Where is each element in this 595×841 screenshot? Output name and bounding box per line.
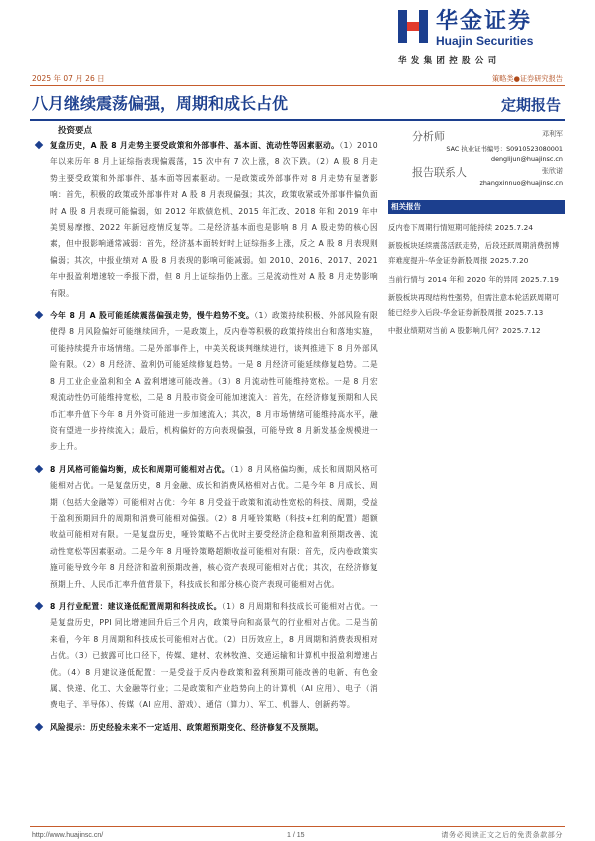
paragraph-body: （1）8 月风格偏均衡，成长和周期风格可能相对占优。一是复盘历史，8 月金融、成长和消费风格相对占优。二是今年 8 月成长、周期（包括大金融等）可能相对占优：今年 8 月受益于政策和流动性宽松的科技、周期，受益于盈利预期回升的周期和消费可能相对偏强。（2）8 月哑铃策略（科技+红利的配置）超额收益可能相对有限。一是复盘历史，哑铃策略不占优时主要受经济企稳和盈利预期改善、流动性宽松等因素驱动。二是今年 8 月哑铃策略超额收益可能相对有限：首先，反内卷政策实施可能导致今年 8 月经济和盈利预期改善，核心资产表现可能相对占优；其次，在经济修复预期上升、人民币汇率升值背景下，科技成长和部分核心资产表现可能相对占优。 (50, 464, 379, 589)
related-report-item[interactable]: 中报业绩期对当前 A 股影响几何？2025.7.12 (388, 326, 541, 336)
paragraph-body: （1）8 月周期和科技成长可能相对占优。一是复盘历史，PPI 同比增速回升后三个月内，政策导向和高景气的行业相对占优。二是当前来看，今年 8 月周期和科技成长可能相对占优。（2）日历效应上，8 月周期和消费表现相对占优。（3）已披露可比口径下，传媒、建材、农林牧渔、交通运输和计算机中报盈利增速占优。（4）8 月建议逢低配置：一是受益于反内卷政策和盈利预期可能改善的电新、有色金属、快递、化工、大金融等行业；二是政策和产业趋势向上的计算机（AI 应用）、电子（消费电子、半导体）、传媒（AI 应用、游戏）、通信（算力）、军工、机器人、创新药等。 (50, 601, 378, 710)
paragraph-style (34, 462, 378, 593)
related-report-item[interactable]: 反内卷下周期行情短期可能持续 2025.7.24 (388, 223, 534, 232)
investment-points (34, 138, 378, 736)
related-reports-list (388, 220, 565, 338)
bullet-diamond-icon (35, 464, 43, 472)
footer-divider (30, 826, 565, 827)
huajin-logo-icon (398, 10, 428, 43)
report-date: 2025 年 07 月 26 日 (32, 74, 105, 83)
contact-name: 张欣诺 (542, 167, 563, 175)
paragraph-lead: 今年 8 月 A 股可能延续震荡偏强走势，慢牛趋势不变。 (50, 311, 255, 321)
related-report-item[interactable]: 新股板块延续震荡活跃走势，后段还跃周期消费拐博弈难度提升-华金证券新股周报 2025.7.20 (388, 241, 560, 266)
contact-label: 报告联系人 (412, 166, 467, 179)
title-divider (30, 119, 565, 121)
footer-website-link[interactable]: http://www.huajinsc.cn/ (32, 832, 104, 839)
bullet-diamond-icon (35, 141, 43, 149)
paragraph-risk (34, 720, 378, 736)
footer-disclaimer: 请务必阅读正文之后的免责条款部分 (441, 831, 563, 839)
paragraph-lead: 复盘历史，A 股 8 月走势主要受政策和外部事件、基本面、流动性等因素驱动。 (50, 141, 340, 150)
logo-name-cn: 华金证券 (436, 9, 533, 34)
paragraph-lead: 8 月行业配置：建议逢低配置周期和科技成长。 (50, 601, 222, 611)
bullet-diamond-icon (35, 723, 43, 731)
bullet-diamond-icon (35, 311, 43, 319)
paragraph-body: （1）2010 年以来历年 8 月上证综指表现偏震荡，15 次中有 7 次上涨，8 次下跌。（2）A 股 8 月走势主要受政策和外部事件、基本面等因素驱动。一是政策或外部事件对 8 月走势有显著影响：首先，积极的政策或外部事件对 A 股 8 月表现偏强；其次，政策收紧或外部事件偏负面时 A 股 8 月表现可能偏弱，如 2012 年欧债危机、2015 年汇改、2018 年和 2019 年中美贸易摩擦、2022 年新冠疫情反复等。二是经济基本面也是影响 8 月 A 股走势的核心因素，但中报影响通常减弱：首先，经济基本面转好时上证综指多上涨，反之 A 股 8 月表现则偏弱；其次，中报业绩对 A 股 8 月表现的影响可能减弱。如 2010、2016、2017、2021 年中报盈利增速较一季报下滑，但 8 月上证综指仍上涨。三是流动性对 A 股 8 月走势影响有限。 (50, 141, 378, 298)
contact-email[interactable]: zhangxinnuo@huajinsc.cn (479, 179, 563, 187)
paragraph-body: （1）政策持续积极、外部风险有限使得 8 月风险偏好可能继续回升，一是政策上，反内卷等积极的政策持续出台和落地实施，可能持续提升市场情绪。二是外部事件上，中美关税谈判继续进行，谈判推进下 8 月外部风险有限。（2）8 月经济、盈利仍可能延续修复趋势。一是 8 月经济可能延续修复趋势。二是 8 月工业企业盈利和全 A 盈利增速可能改善。（3）8 月流动性可能维持宽松。一是 8 月宏观流动性仍可能维持宽松，二是 8 月股市资金可能加速流入：首先，在经济修复预期和人民币汇率升值下今年 8 月外资可能进一步加速流入；其次，8 月市场情绪可能维持高水平，融资有望进一步持续流入；最后，机构偏好的方向表现偏强，可能导致 8 月新发基金规模进一步上升。 (50, 311, 378, 452)
related-report-item[interactable]: 当前行情与 2014 年和 2020 年的异同 2025.7.19 (388, 274, 560, 284)
analyst-label: 分析师 (412, 130, 445, 143)
analyst-email[interactable]: denglijun@huajinsc.cn (491, 155, 563, 163)
logo-name-en: Huajin Securities (436, 34, 534, 48)
header-divider (30, 85, 565, 86)
section-title: 投资要点 (58, 126, 93, 136)
paragraph-history (34, 138, 378, 302)
related-report-item[interactable]: 新股板块再现结构性强势，但需注意本轮活跃周期可能已经步入后段-华金证券新股周报 2025.7.13 (388, 292, 560, 318)
report-category: 策略类●证券研究报告 (492, 74, 563, 83)
paragraph-lead: 8 月风格可能偏均衡，成长和周期可能相对占优。 (50, 464, 230, 474)
report-type: 定期报告 (500, 96, 561, 114)
bullet-diamond-icon (35, 602, 43, 610)
page-number: 1 / 15 (287, 832, 305, 839)
page-title: 八月继续震荡偏强，周期和成长占优 (32, 94, 289, 113)
analyst-sac-number: SAC 执业证书编号：S0910523080001 (446, 145, 563, 153)
company-tagline: 华发集团控股公司 (398, 56, 501, 66)
analyst-name: 邓利军 (542, 130, 563, 138)
paragraph-outlook (34, 308, 378, 456)
paragraph-industry (34, 599, 378, 714)
related-reports-label: 相关报告 (391, 202, 421, 211)
paragraph-lead: 风险提示：历史经验未来不一定适用、政策超预期变化、经济修复不及预期。 (50, 722, 324, 732)
